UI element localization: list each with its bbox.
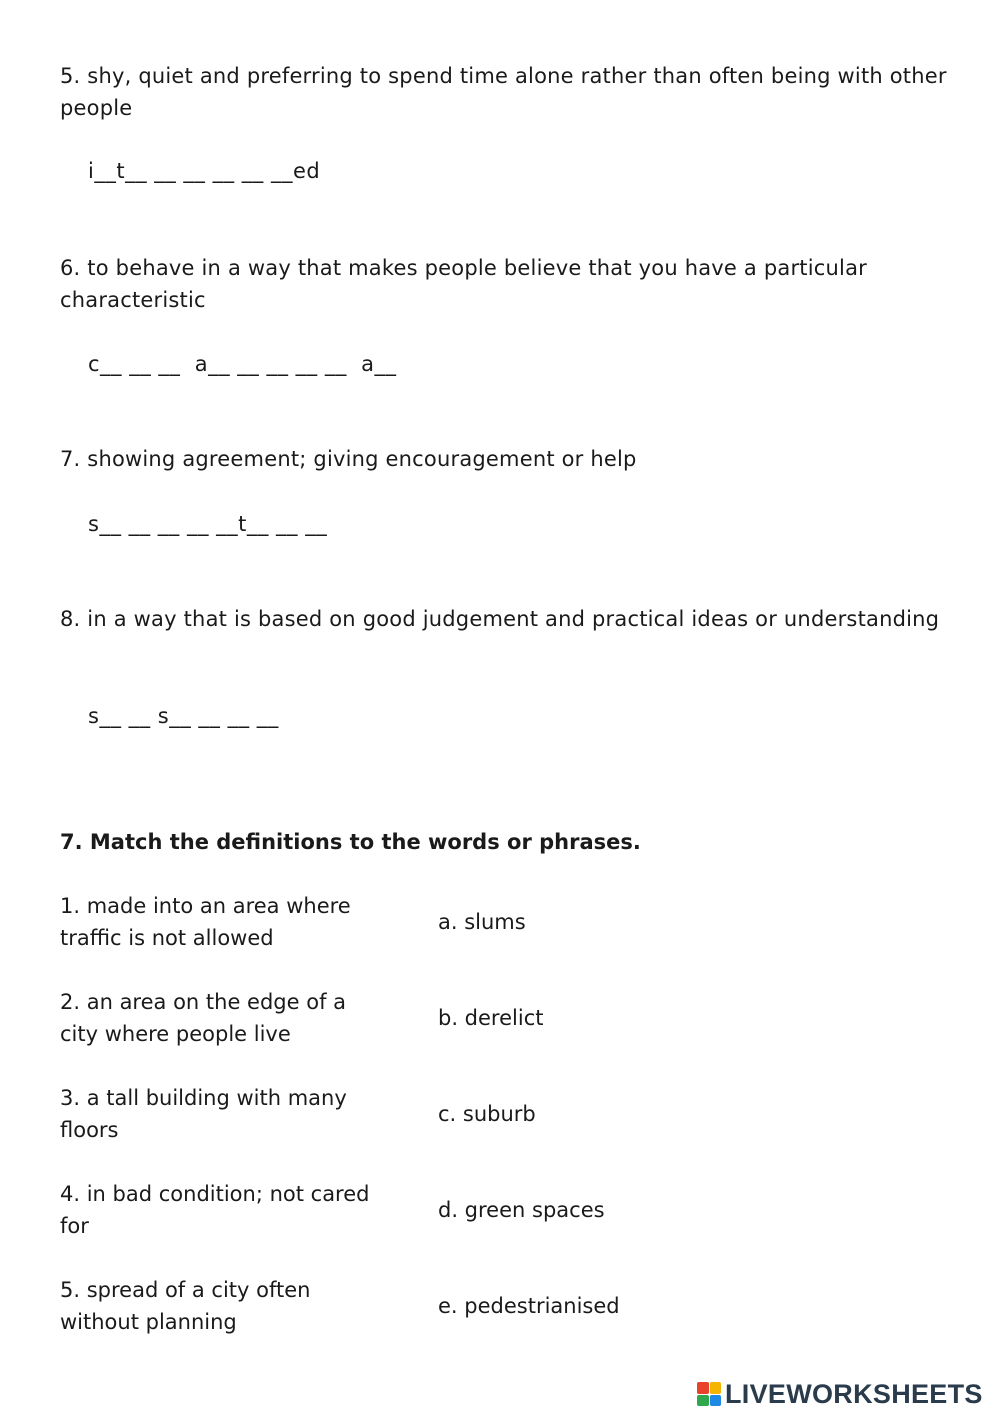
definition-5: 5. shy, quiet and preferring to spend time alone rather than often being with other people — [60, 64, 947, 120]
logo-tile-icon — [697, 1382, 709, 1394]
match-row-1 — [60, 890, 950, 960]
logo-tile-icon — [697, 1395, 709, 1407]
answer-blank-6[interactable]: c__ __ __ a__ __ __ __ __ a__ — [88, 352, 397, 376]
match-row-4 — [60, 1178, 950, 1248]
match-word[interactable]: e. pedestrianised — [438, 1294, 620, 1318]
answer-blank-5[interactable]: i__t__ __ __ __ __ __ed — [88, 159, 321, 183]
answer-blank-8[interactable]: s__ __ s__ __ __ __ — [88, 704, 279, 728]
match-row-2 — [60, 986, 950, 1056]
definition-6: 6. to behave in a way that makes people believe that you have a particular characteristic — [60, 256, 867, 312]
logo-text: LIVEWORKSHEETS — [725, 1378, 983, 1409]
match-definition[interactable]: 2. an area on the edge of a city where people live — [60, 990, 347, 1046]
answer-blank-7[interactable]: s__ __ __ __ __t__ __ __ — [88, 512, 328, 536]
liveworksheets-logo-icon — [697, 1382, 721, 1406]
match-word[interactable]: a. slums — [438, 910, 526, 934]
match-definition[interactable]: 1. made into an area where traffic is not allowed — [60, 894, 351, 950]
match-definition[interactable]: 4. in bad condition; not cared for — [60, 1182, 370, 1238]
exercise-heading: 7. Match the definitions to the words or phrases. — [60, 830, 641, 854]
logo-tile-icon — [710, 1395, 722, 1407]
match-word[interactable]: b. derelict — [438, 1006, 544, 1030]
match-row-3 — [60, 1082, 950, 1152]
definition-8: 8. in a way that is based on good judgement and practical ideas or understanding — [60, 607, 940, 631]
liveworksheets-logo[interactable] — [697, 1378, 983, 1410]
match-word[interactable]: d. green spaces — [438, 1198, 605, 1222]
match-definition[interactable]: 5. spread of a city often without planning — [60, 1278, 311, 1334]
match-row-5 — [60, 1274, 950, 1344]
definition-7: 7. showing agreement; giving encouragement or help — [60, 447, 637, 471]
match-word[interactable]: c. suburb — [438, 1102, 536, 1126]
match-definition[interactable]: 3. a tall building with many floors — [60, 1086, 347, 1142]
logo-tile-icon — [710, 1382, 722, 1394]
